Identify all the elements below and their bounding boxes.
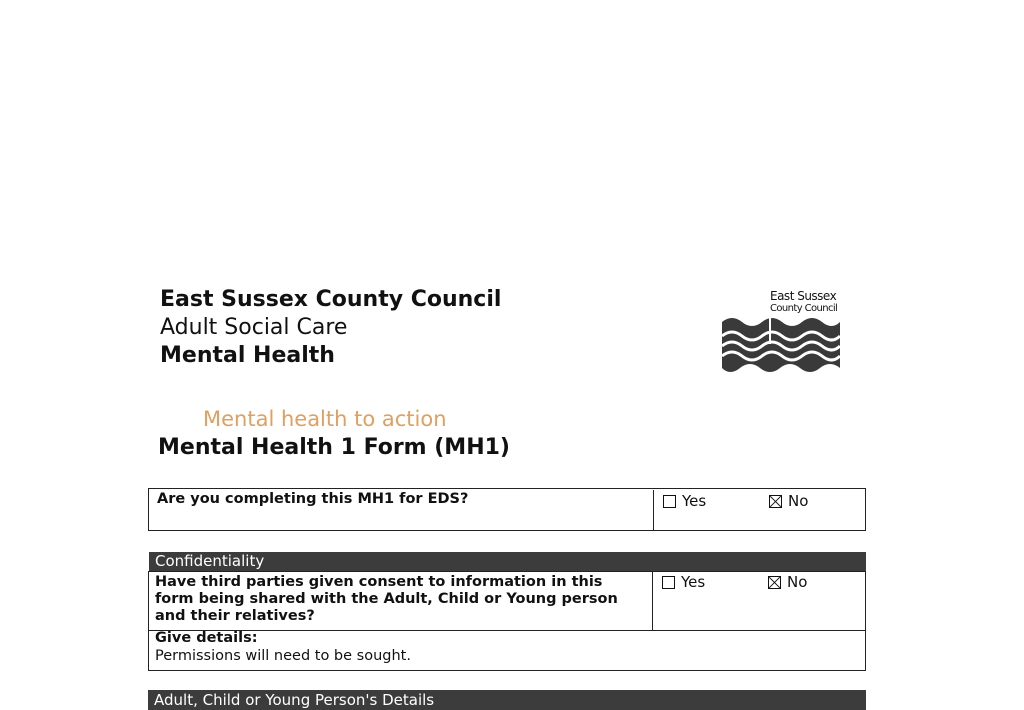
consent-yes-checkbox[interactable] <box>662 576 675 589</box>
consent-yes-label: Yes <box>681 573 706 591</box>
department-name: Adult Social Care <box>160 315 348 340</box>
eds-no-label: No <box>788 492 809 510</box>
eds-yes-label: Yes <box>682 492 707 510</box>
consent-question: Have third parties given consent to information in this form being shared with the Adult, Child or Young person and their relatives? <box>155 574 618 624</box>
eds-no-checkbox[interactable] <box>769 495 782 508</box>
org-name: East Sussex County Council <box>160 287 502 312</box>
form-title: Mental Health 1 Form (MH1) <box>158 435 510 460</box>
consent-no-option[interactable] <box>768 573 807 591</box>
tagline: Mental health to action <box>203 407 447 431</box>
consent-no-label: No <box>787 573 808 591</box>
council-logo <box>720 290 842 372</box>
eds-yes-checkbox[interactable] <box>663 495 676 508</box>
consent-yes-option[interactable] <box>662 573 705 591</box>
eds-yes-option[interactable] <box>663 492 706 510</box>
logo-text-1: East Sussex <box>770 289 837 303</box>
details-label: Give details: <box>155 630 258 646</box>
service-name: Mental Health <box>160 343 335 368</box>
details-text: Permissions will need to be sought. <box>155 648 411 664</box>
confidentiality-heading: Confidentiality <box>149 552 866 572</box>
eds-no-option[interactable] <box>769 492 808 510</box>
confidentiality-divider <box>652 572 653 630</box>
eds-question: Are you completing this MH1 for EDS? <box>157 491 469 507</box>
eds-divider <box>653 490 654 531</box>
logo-text-2: County Council <box>770 303 838 314</box>
person-details-heading: Adult, Child or Young Person's Details <box>148 690 866 710</box>
consent-no-checkbox[interactable] <box>768 576 781 589</box>
waves-icon <box>720 314 842 372</box>
